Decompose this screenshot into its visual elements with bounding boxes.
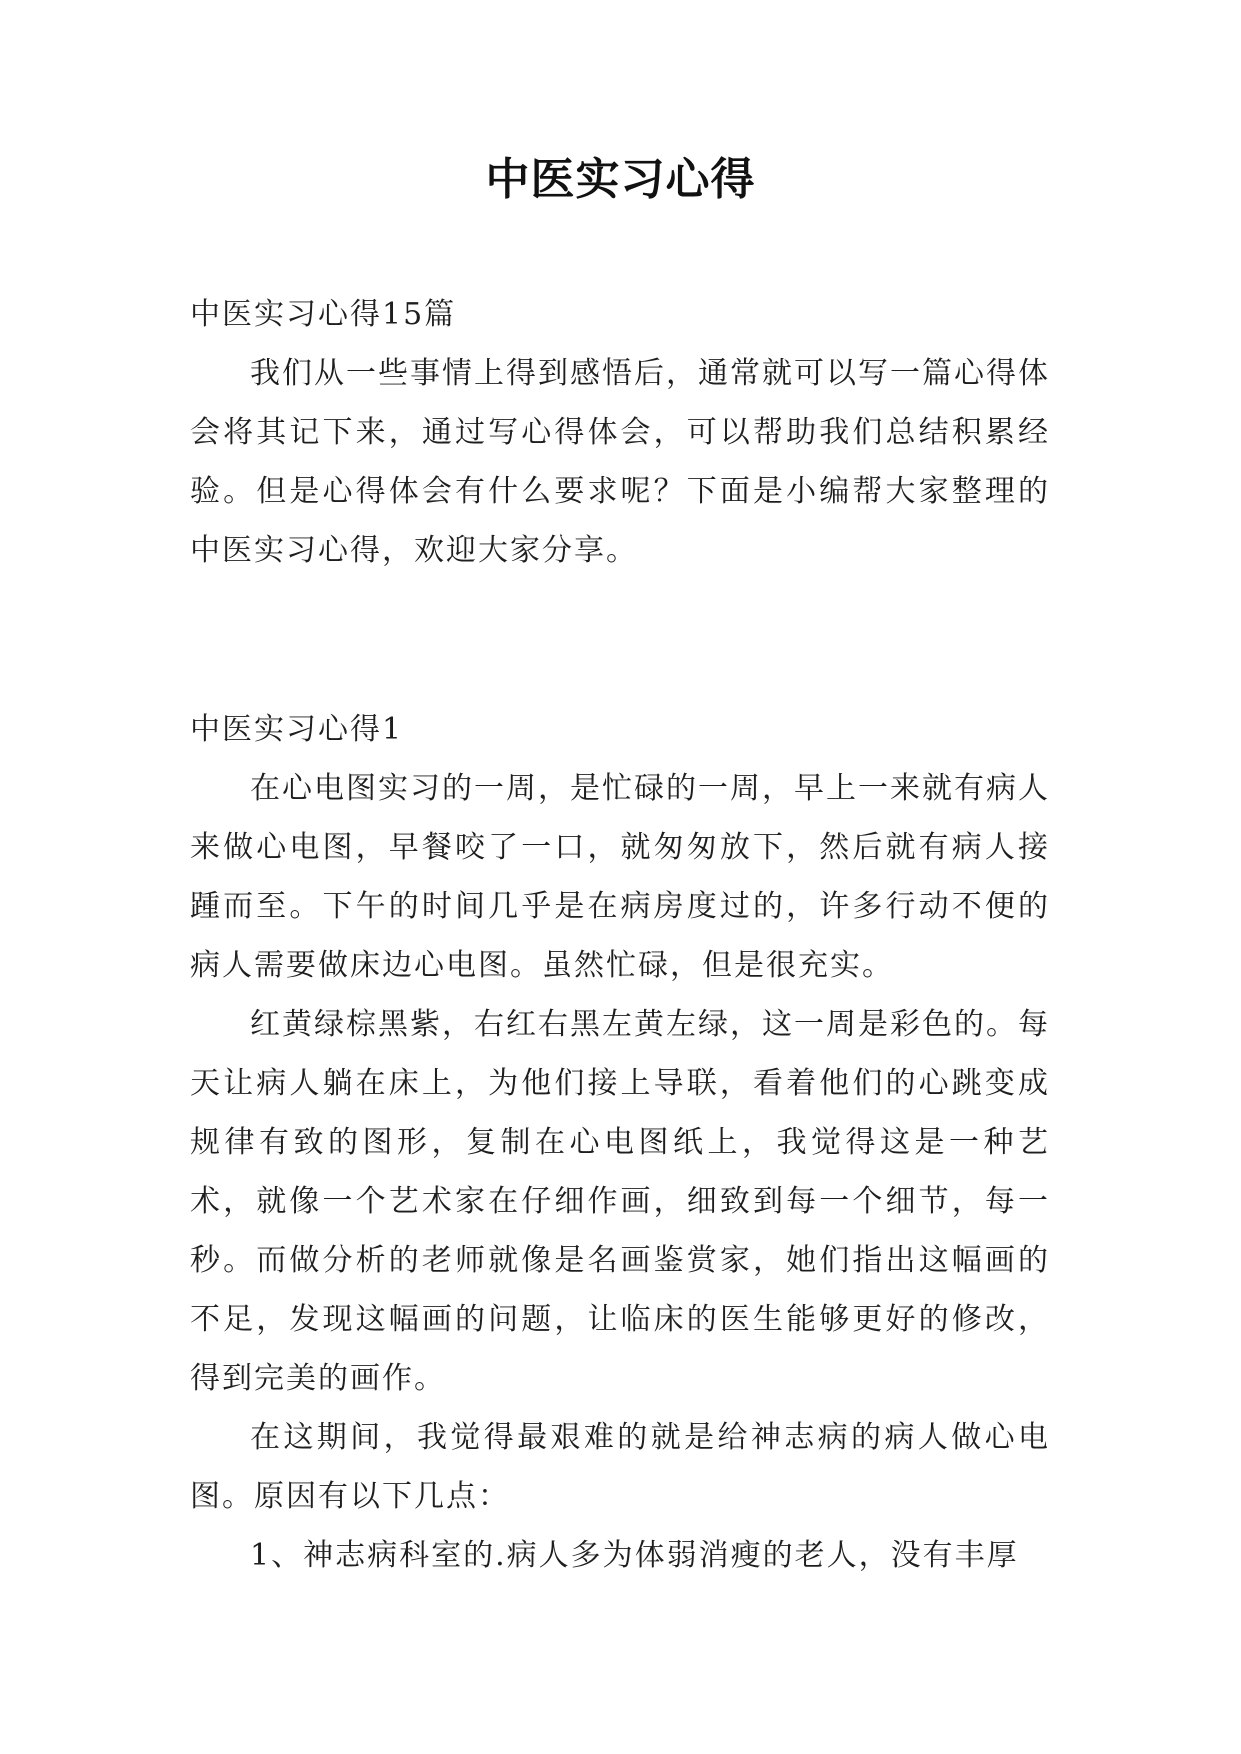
intro-heading: 中医实习心得15篇	[190, 297, 457, 332]
section-1-heading: 中医实习心得1	[190, 712, 404, 747]
section-1-paragraph: 在这期间，我觉得最艰难的就是给神志病的病人做心电图。原因有以下几点：	[190, 1420, 1050, 1514]
section-1-paragraph: 在心电图实习的一周，是忙碌的一周，早上一来就有病人来做心电图，早餐咬了一口，就匆匆放下，然后就有病人接踵而至。下午的时间几乎是在病房度过的，许多行动不便的病人需要做床边心电图。虽然忙碌，但是很充实。	[190, 771, 1050, 983]
intro-paragraph: 我们从一些事情上得到感悟后，通常就可以写一篇心得体会将其记下来，通过写心得体会，可以帮助我们总结积累经验。但是心得体会有什么要求呢？下面是小编帮大家整理的中医实习心得，欢迎大家分享。	[190, 356, 1050, 568]
section-1-paragraph: 1、神志病科室的.病人多为体弱消瘦的老人，没有丰厚	[250, 1538, 1019, 1573]
intro-section	[190, 285, 1050, 580]
section-1	[190, 700, 1050, 1585]
document-title: 中医实习心得	[485, 154, 756, 205]
section-1-paragraph: 红黄绿棕黑紫，右红右黑左黄左绿，这一周是彩色的。每天让病人躺在床上，为他们接上导联，看着他们的心跳变成规律有致的图形，复制在心电图纸上，我觉得这是一种艺术，就像一个艺术家在仔细作画，细致到每一个细节，每一秒。而做分析的老师就像是名画鉴赏家，她们指出这幅画的不足，发现这幅画的问题，让临床的医生能够更好的修改，得到完美的画作。	[190, 1007, 1050, 1396]
